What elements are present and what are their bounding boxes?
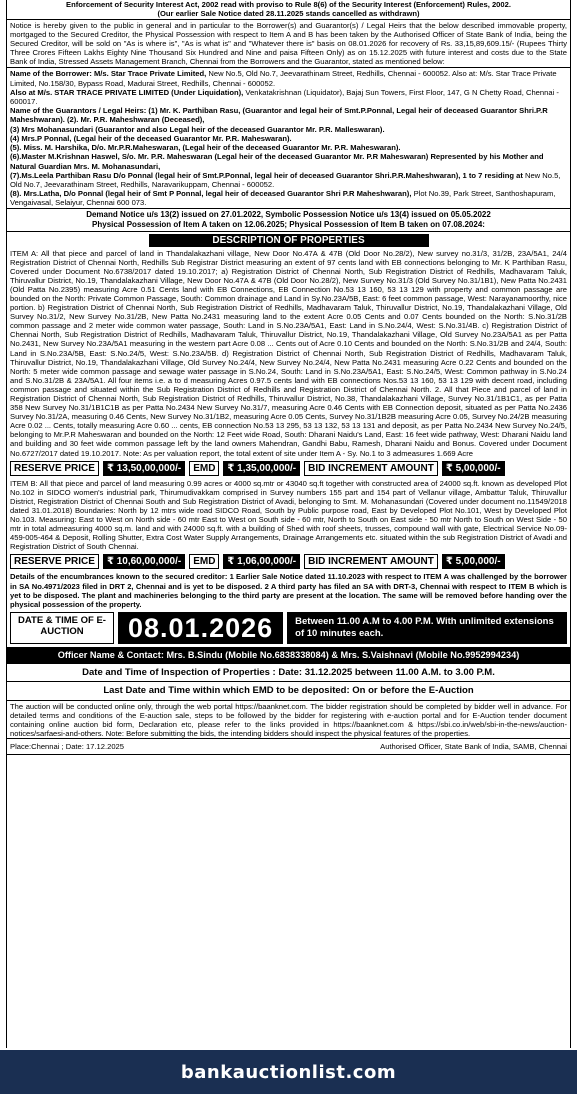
inspection-date: Date and Time of Inspection of Properties : Date: 31.12.2025 between 11.00 A.M. to 3.00 P.M.	[7, 663, 570, 681]
party-name: (5). Miss. M. Harshika, D/o. Mr.P.R.Maheswaran, (Legal heir of the deceased Guarantor Mr. P.R. Maheswaran).	[10, 143, 401, 153]
party-name: (6).Master M.Krishnan Haswel, S/o. Mr. P.R. Maheswaran (Legal heir of the deceased Guarantor Mr. P.R Maheswaran) Represented by his Mother and Natural Guardian Mrs. M. Mohanasundari,	[10, 152, 544, 171]
header-line-1: Enforcement of Security Interest Act, 2002 read with proviso to Rule 8(6) of the Security Interest (Enforcement) Rules, 2002.	[66, 0, 511, 9]
officer-contact: Officer Name & Contact: Mrs. B.Sindu (Mobile No.6838338084) & Mrs. S.Vaishnavi (Mobile No.9952994234)	[7, 647, 570, 663]
reserve-price-label: RESERVE PRICE	[10, 554, 99, 569]
party-name: Also at M/s. STAR TRACE PRIVATE LIMITED (Under Liquidation),	[10, 87, 244, 97]
demand-notice	[7, 208, 570, 232]
bid-increment-value: ₹ 5,00,000/-	[442, 554, 505, 569]
party-address: Plot No.39, Park Street, Santhoshapuram, Vengaivasal, Selaiyur, Chennai 600 073.	[10, 189, 556, 208]
bid-increment-value: ₹ 5,00,000/-	[442, 461, 505, 476]
party-entry	[10, 125, 567, 134]
party-entry	[10, 189, 567, 207]
description-title: DESCRIPTION OF PROPERTIES	[149, 234, 429, 247]
divider	[7, 19, 570, 20]
bid-increment-label: BID INCREMENT AMOUNT	[304, 461, 438, 476]
footer	[7, 738, 570, 755]
bid-increment-label: BID INCREMENT AMOUNT	[304, 554, 438, 569]
parties-list	[7, 69, 570, 207]
demand-line-1: Demand Notice u/s 13(2) issued on 27.01.2022, Symbolic Possession Notice u/s 13(4) issued on 05.05.2022	[86, 209, 491, 219]
authorised-officer: Authorised Officer, State Bank of India, SAMB, Chennai	[380, 742, 567, 752]
party-entry	[10, 134, 567, 143]
party-name: Name of the Guarantors / Legal Heirs: (1) Mr. K. Parthiban Rasu, (Guarantor and legal heir of Smt.P.Ponnal, Legal heir of deceased Guarantor Shri.P.R Maheshwaran). (2). Mr. P.R. Maheshwaran (Deceased),	[10, 106, 548, 125]
demand-line-2: Physical Possession of Item A taken on 12.06.2025; Physical Possession of Item B taken on 07.08.2024:	[92, 219, 485, 229]
terms-text: The auction will be conducted online only, through the web portal https://baanknet.com. The bidder registration should be completed by bidder well in advance. For detailed terms and conditions of the E-auction sale, steps to be followed by the bidder for registering with e-auction portal and for E-Auction tender document containing online auction bid form, Declaration etc, please refer to the links provided in https://baanknet.com & https://sbi.co.in/web/sbi-in-the-news/auction-notices/sarfaesi-and-others. Note: Before submitting the bids, the intending bidders should inspect the physical features of the properties.	[10, 701, 567, 739]
item-b-text: ITEM B: All that piece and parcel of land measuring 0.99 acres or 4000 sq.mtr or 43040 sq.ft together with constructed area of 24000 sq.ft. known as developed Plot No.102 in SIDCO women's industrial park, Thirumudivakkam comprised in Survey numbers 155 part and 154 part of Vellanur village, Ambattur Taluk, Thiruvallur District, Registration District of Chennai South and Sub Registration District of Avadi, belonging to Smt. M. Mohanasundari (Covered under document no.11549/2018 dated 31.01.2018) Boundaries: North by 12 mtrs wide road SIDCO Road, South by Public purpose road, East by Developed Plot No.101, West by Developed Plot No.103. Measuring: East to West on North side - 60 mtr East to West on South side - 60 mtr, North to South on East side - 50 mtr North to South on West Side - 50 mtr in total admeasuring 4000 sq.m. land and with 24000 sq.ft. with a building of Shed with roof sheets, trusses, compound wall with gate, Electrical Service No.09-459-005-464 & Deposit, Rolling Shutter, Extra Cost Water Supply Arrangements, Drainage Arrangements etc. situated within the sub Registration District of Avadi and Registration District of South Chennai.	[10, 478, 567, 552]
party-name: Name of the Borrower: M/s. Star Trace Private Limited,	[10, 69, 207, 79]
party-entry	[10, 171, 567, 189]
party-address: New No.5, Old No.7, Jeevarathinam Street, Redhills, Naravarikuppam, Chennai - 600052.	[10, 170, 561, 189]
party-entry	[10, 143, 567, 152]
auction-time: Between 11.00 A.M to 4.00 P.M. With unlimited extensions of 10 minutes each.	[287, 612, 567, 644]
auction-row	[7, 609, 570, 647]
reserve-price-value: ₹ 10,60,00,000/-	[103, 554, 185, 569]
divider	[7, 67, 570, 68]
party-entry	[10, 106, 567, 124]
encumbrances-text: Details of the encumbrances known to the secured creditor: 1 Earlier Sale Notice dated 11.10.2023 with respect to ITEM A was challenged by the borrower in SA No.4971/2023 filed in DRT 2, Chennai and is yet to be disposed. 2 A third party has filed an SA with DRT-3, Chennai with respect to ITEM B which is yet to be disposed. The plant and machineries belonging to the third party are present at the location. The same will be removed before handing over the physical possession of the property.	[10, 572, 567, 609]
emd-deadline: Last Date and Time within which EMD to be deposited: On or before the E-Auction	[7, 681, 570, 699]
party-entry	[10, 88, 567, 106]
divider	[7, 700, 570, 701]
emd-value: ₹ 1,06,00,000/-	[223, 554, 300, 569]
auction-date: 08.01.2026	[118, 612, 283, 644]
site-banner	[0, 1050, 577, 1094]
sale-notice	[6, 0, 571, 1048]
place-date: Place:Chennai ; Date: 17.12.2025	[10, 742, 124, 752]
party-name: (8). Mrs.Latha, D/o Ponnal (legal heir of Smt P Ponnal, legal heir of deceased Guarantor Shri P.R Maheshwaran),	[10, 189, 412, 199]
item-a-text: ITEM A: All that piece and parcel of land in Thandalakazhani village, New Door No.47A & 47B (Old Door No.28/2), New survey no.31/3, 31/2B, 23A/5A1, 24/4 Registration District of Chennai North, Redhills Sub Registrar District measuring an extent of 97 cents land with EB connections belonging to Mr. K Parthiban Rasu, Covered under Document No.6738/2017 dated 19.10.2017; a) Registration District of Chennai North, Sub Registration District of Redhills, Madhavaram Taluk, Thiruvallur District, No.19, Thandalakazhani Village, New Door No.47A & 47B (Old Door No.28/2), New Survey No.31/3 (Old Survey No.31/1B1), New Patta No.2431 (Old Patta No.2395) measuring Acre 0.51 Cents land with EB Connections, EB Connection No.53 13 160, 53 13 129 with property and common passage are bounded on the North: Private Common Passage, South: Common drainage and Land in Sy.No.23A/5B, East: 6 feet common passage, West: Narayanamoorthy, nice portion. b) Registration District of Chennai North, Sub Registration District of Redhills, Madhavaram Taluk, Thiruvallur District, No.19, Thandalakazhani Village, Old Survey No.31/2, New Survey No.31/2B, New Patta No.2431 measuring land to the extent Acre 0.05 Cents and 0.07 Cents bounded on the North: S.No.31/2B common passage and 2 meter wide common water passage, South: Land in S.No.23A/5A1, East: Land in S.No.24/4, West: S.No.31/4B. c) Registration District of Chennai North, Sub Registration District of Redhills, Madhavaram Taluk, Thiruvallur District, No.19, Thandalakazhani Village, Old Survey No.23A/5A1 as per Patta No.2431, New Survey No.23A/5A1 measuring in the western part Acre 0.08 ... Cents out of Acre 0.10 Cents and bounded on the North: S.No.31/2B and 24/4, South: Land in S.No.23A/5B, East: S.No.24/5, West: S.No.23A/5B. d) Registration District of Chennai North, Sub Registration District of Redhills, Madhavaram Taluk, Thiruvallur District, No.19, Thandalakazhani Village, Old Survey No.24/4, New Survey No.24/4, New Patta No.2431 measuring Acre 0.22 Cents and bounded on the North: 5 meter wide common passage and sewage water passage in S.No.24, South: Land in S.No.23A/5A1, East: S.No.24/5, West: Common pathway in S.No.24 and S.No.31/2B & 23A/5A1. All four items i.e. a to d measuring Acres 0.97.5 cents land with EB connections Nos.53 13 160, 53 13 129 with decent road, including common passage and situated within the Sub Registration District of Redhills and Registration District of Chennai North. 2. All that Piece and parcel of land in Registration District of Chennai North, Sub Registration District of Redhills, Thiruvallur District, No.38, Thandalakazhani Village, Survey No.31/1B1C1, as per Patta 358 New Survey No.31/1B1C1B as per Patta No.2434 New Survey No.31/7, measuring Acre 0.46 Cents with EB Connection deposit, situated as per Patta No.2436 Survey No.31/2A, measuring 0.46 Cents, New Survey No.31/1B2, measuring Acre 0.05 Cents, Survey No.31/1B2B measuring Acre 0.05, Survey No.24/2B measuring Acre 0.02 ... Cents, totally measuring Acre 0.60 ... cents, EB connection No.53 13 295, 53 13 132, 53 13 131 and deposit, as per Patta No.2434 New Survey No.24/5, belonging to Mr.P.R Maheswaran and bounded on the North: 12 Feet wide Road, South: Dharani Naidu's Land, East: 16 feet wide pathway, West: Dharani Naidu land and building and 30 feet wide common passage left by the land owners Mahendran, Gandhi Babu, Ramesh, Dharani Naidu and Bonus. Covered under Document No.6727/2017 dated 19.10.2017. Note: As per valuation report, the total extent of site under Item A - Sy. No.1 to 3 admeasures 1.669 Acre	[10, 248, 567, 458]
notice-text: Notice is hereby given to the public in general and in particular to the Borrower(s) and Guarantor(s) / Legal Heirs that the below described immovable property, mortgaged to the Secured Creditor, the Physical Possession with respect to Item A and B has been taken by the Authorised Officer of State Bank of India, being the Secured Creditor, will be sold on "As is where is", "As is what is" and "Whatever there is" basis on 08.01.2026 for recovery of Rs. 33,15,89,609.15/- (Rupees Thirty Three Crores Fifteen Lakhs Eighty Nine Thousand Six Hundred and Nine and paisa Fifteen Only) as on 15.12.2025 with future interest and costs due to the State Bank of India, Stressed Assets Management Branch, Chennai from the Borrowers and the Guarantor, stated as mentioned below:	[10, 21, 567, 67]
party-name: (4) Mrs.P Ponnal, (Legal heir of the deceased Guarantor Mr. P.R. Maheswaran).	[10, 133, 292, 143]
party-entry	[10, 69, 567, 87]
emd-label: EMD	[189, 461, 219, 476]
party-address: New No.5, Old No.7, Jeevarathinam Street, Redhills, Chennai - 600052. Also at: M/s. Star Trace Private Limited, No.158/30, Bypass Road, Madurai Street, Redhills, Chennai - 600052.	[10, 69, 557, 88]
auction-label: DATE & TIME OF E-AUCTION	[10, 612, 114, 644]
price-row-b	[7, 551, 570, 572]
emd-label: EMD	[189, 554, 219, 569]
site-banner-text[interactable]: bankauctionlist.com	[180, 1061, 397, 1083]
party-name: (7).Ms.Leela Parthiban Rasu D/o Ponnal (legal heir of Smt.P.Ponnal, legal heir of deceased Guarantor Shri.P.R.Maheshwaran), 1 to 7 residing at	[10, 170, 523, 180]
party-entry	[10, 152, 567, 170]
party-address: Venkatakrishnan (Liquidator), Bajaj Sun Towers, First Floor, 147, G N Chetty Road, Chennai - 600017.	[10, 87, 559, 107]
reserve-price-label: RESERVE PRICE	[10, 461, 99, 476]
party-name: (3) Mrs Mohanasundari (Guarantor and also Legal heir of the deceased Guarantor Mr. P.R. Malleswaran).	[10, 124, 385, 134]
header-line-2: (Our earlier Sale Notice dated 28.11.2025 stands cancelled as withdrawn)	[157, 9, 420, 18]
price-row-a	[7, 458, 570, 479]
reserve-price-value: ₹ 13,50,00,000/-	[103, 461, 185, 476]
emd-value: ₹ 1,35,00,000/-	[223, 461, 300, 476]
